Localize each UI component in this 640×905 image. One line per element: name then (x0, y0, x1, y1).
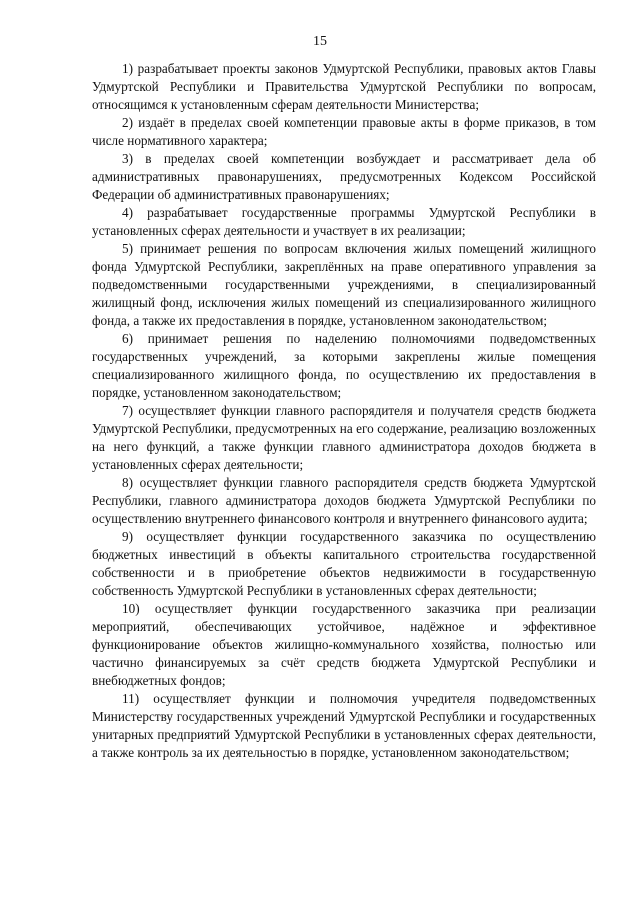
paragraph-item-8: 8) осуществляет функции главного распорядителя средств бюджета Удмуртской Республики, главного администратора доходов бюджета Удмуртской Республики по осуществлению внутреннего финансового контроля и внутреннего финансового аудита; (92, 475, 596, 526)
paragraph-item-6: 6) принимает решения по наделению полномочиями подведомственных государственных учреждений, за которыми закреплены жилые помещения специализированного жилищного фонда, по осуществлению их предоставления в порядке, установленном законодательством; (92, 331, 596, 400)
paragraph-item-4: 4) разрабатывает государственные программы Удмуртской Республики в установленных сферах деятельности и участвует в их реализации; (92, 205, 596, 238)
page-number: 15 (313, 34, 327, 49)
paragraph-item-10: 10) осуществляет функции государственного заказчика при реализации мероприятий, обеспечивающих устойчивое, надёжное и эффективное функционирование объектов жилищно-коммунального хозяйства, полностью или частично финансируемых за счёт средств бюджета Удмуртской Республики и внебюджетных фондов; (92, 601, 596, 688)
paragraph-item-9: 9) осуществляет функции государственного заказчика по осуществлению бюджетных инвестиций в объекты капитального строительства государственной собственности и в приобретение объектов недвижимости в государственную собственность Удмуртской Республики в установленных сферах деятельности; (92, 529, 596, 598)
paragraph-item-5: 5) принимает решения по вопросам включения жилых помещений жилищного фонда Удмуртской Республики, закреплённых на праве оперативного управления за подведомственными государственными учреждениями, в специализированный жилищный фонд, исключения жилых помещений из специализированного жилищного фонда, а также их предоставления в порядке, установленном законодательством; (92, 241, 596, 328)
paragraph-item-11: 11) осуществляет функции и полномочия учредителя подведомственных Министерству государственных учреждений Удмуртской Республики и государственных унитарных предприятий Удмуртской Республики в установленных сферах деятельности, а также контроль за их деятельностью в порядке, установленном законодательством; (92, 691, 596, 760)
paragraph-item-1: 1) разрабатывает проекты законов Удмуртской Республики, правовых актов Главы Удмуртской Республики и Правительства Удмуртской Республики по вопросам, относящимся к установленным сферам деятельности Министерства; (92, 61, 596, 112)
document-body (92, 60, 596, 762)
paragraph-item-7: 7) осуществляет функции главного распорядителя и получателя средств бюджета Удмуртской Республики, предусмотренных на его содержание, реализацию возложенных на него функций, а также функции главного администратора доходов бюджета в установленных сферах деятельности; (92, 403, 596, 472)
paragraph-item-3: 3) в пределах своей компетенции возбуждает и рассматривает дела об административных правонарушениях, предусмотренных Кодексом Российской Федерации об административных правонарушениях; (92, 151, 596, 202)
paragraph-item-2: 2) издаёт в пределах своей компетенции правовые акты в форме приказов, в том числе нормативного характера; (92, 115, 596, 148)
